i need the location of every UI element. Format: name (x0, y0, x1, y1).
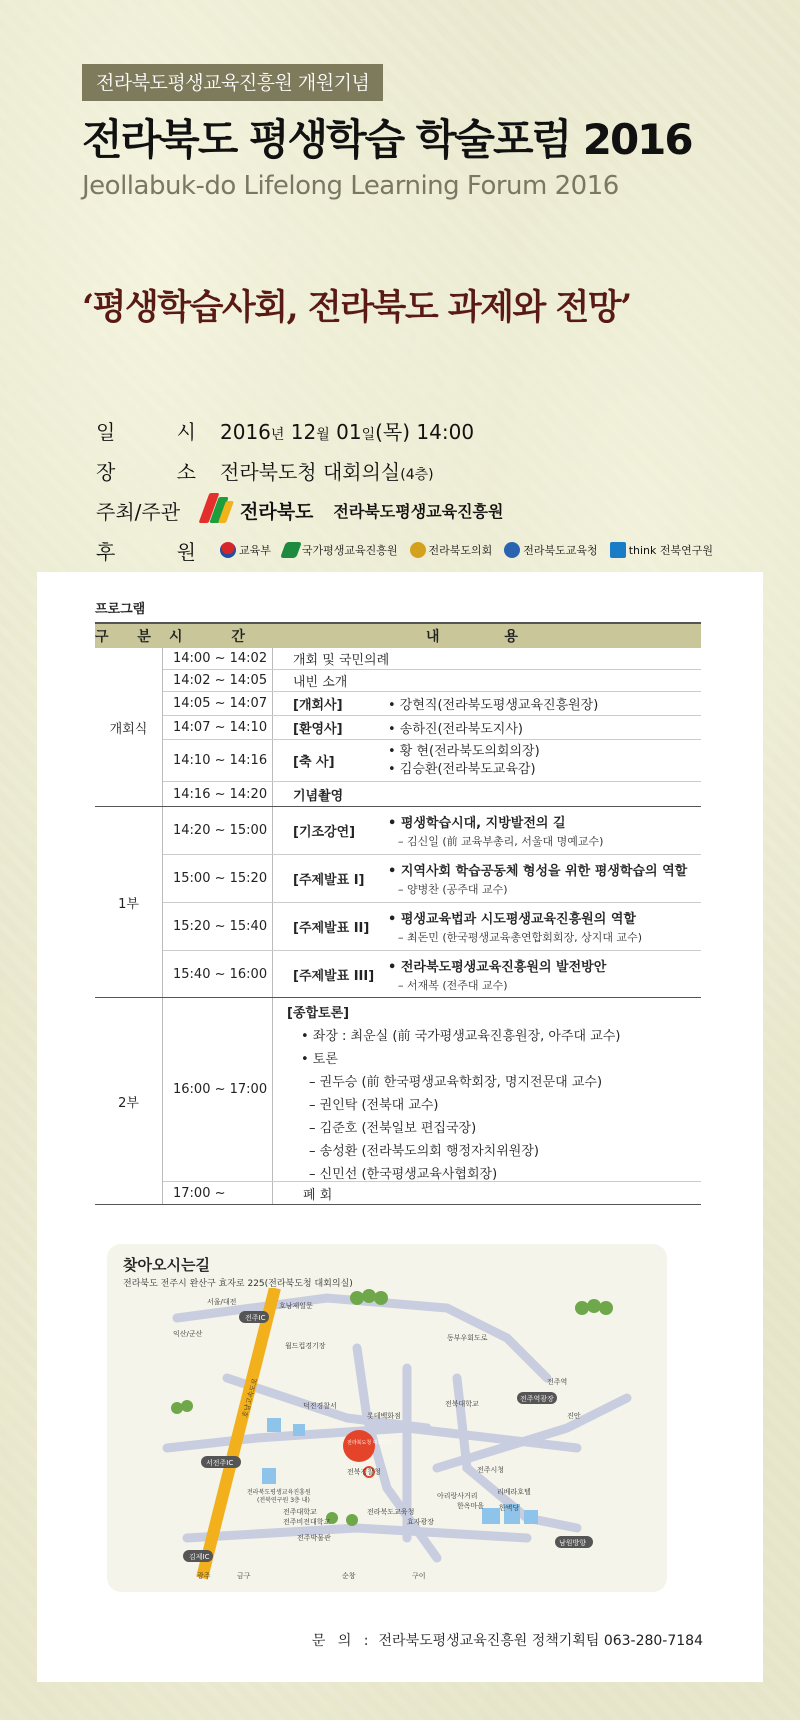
place-row (96, 450, 776, 490)
svg-text:금구: 금구 (237, 1572, 251, 1580)
jeonbuk-logo-icon (200, 491, 234, 529)
table-row: 15:20 ~ 15:40 [주제발표 II] • 평생교육법과 시도평생교육진흥원의 역할 – 최돈민 (한국평생교육총연합회회장, 상지대 교수) (163, 903, 701, 951)
contact-info: 문 의 : 전라북도평생교육진흥원 정책기획팀 063-280-7184 (311, 1633, 703, 1649)
sponsor-jdi: think 전북연구원 (610, 542, 713, 558)
date-label: 일 시 (96, 419, 196, 444)
council-logo-icon (410, 542, 426, 558)
venue-marker-icon (343, 1430, 375, 1462)
table-row: 17:00 ~ 폐 회 (163, 1182, 701, 1204)
svg-text:호남제일문: 호남제일문 (279, 1302, 313, 1310)
sponsor-row (96, 530, 776, 570)
svg-text:익산/군산: 익산/군산 (173, 1330, 203, 1338)
svg-text:전주박물관: 전주박물관 (297, 1534, 331, 1542)
svg-text:리베라호텔: 리베라호텔 (497, 1488, 531, 1496)
program-card (37, 572, 763, 1682)
sponsor-moe: 교육부 (220, 542, 271, 558)
svg-text:서전주IC: 서전주IC (206, 1459, 234, 1467)
header (82, 64, 742, 201)
date-row (96, 410, 776, 450)
svg-text:김제IC: 김제IC (189, 1553, 210, 1561)
sponsor-council: 전라북도의회 (410, 542, 493, 558)
table-row: 14:16 ~ 14:20 기념촬영 (163, 782, 701, 806)
table-row: 14:07 ~ 14:10 [환영사] • 송하진(전라북도지사) (163, 716, 701, 740)
program-table (95, 622, 701, 1205)
sponsor-edu-office: 전라북도교육청 (504, 542, 597, 558)
svg-text:효자광장: 효자광장 (407, 1518, 435, 1526)
host-organization: 전라북도평생교육진흥원 (333, 501, 504, 521)
part2-group (95, 998, 701, 1205)
table-row: 14:00 ~ 14:02 개회 및 국민의례 (163, 648, 701, 670)
map-title: 찾아오시는길 (123, 1256, 210, 1274)
svg-text:진안: 진안 (567, 1412, 581, 1420)
road (187, 1528, 527, 1538)
nile-logo-icon (280, 542, 302, 558)
svg-text:롯데백화점: 롯데백화점 (367, 1412, 401, 1420)
group-label: 2부 (95, 998, 163, 1204)
svg-text:월드컵경기장: 월드컵경기장 (285, 1342, 326, 1350)
table-row: 14:20 ~ 15:00 [기조강연] • 평생학습시대, 지방발전의 길 – 김신일 (前 교육부총리, 서울대 명예교수) (163, 807, 701, 855)
discussion-block: [종합토론] • 좌장 : 최운실 (前 국가평생교육진흥원장, 아주대 교수) • 토론 – 권두승 (前 한국평생교육학회장, 명지전문대 교수) – 권인탁 (전북대 교수) – 김준호 (전북일보 편집국장) – 송성환 (전라북도의회 행정자치위원장) – 신민선 (한국평생교육사협회장) (287, 1006, 621, 1182)
table-row: 16:00 ~ 17:00 [종합토론] • 좌장 : 최운실 (前 국가평생교육진흥원장, 아주대 교수) • 토론 – 권두승 (前 한국평생교육학회장, 명지전문대 교수) – 권인탁 (전북대 교수) – 김준호 (전북일보 편집국장) – 송성환 (전라북도의회 행정자치위원장) – 신민선 (한국평생교육사협회장) (163, 998, 701, 1182)
svg-text:전주시청: 전주시청 (477, 1466, 505, 1474)
moe-logo-icon (220, 542, 236, 558)
svg-text:순창: 순창 (342, 1572, 356, 1580)
date-value: 2016년 12월 01일(목) 14:00 (220, 419, 475, 444)
svg-text:서울/대전: 서울/대전 (207, 1298, 237, 1306)
svg-text:덕진경찰서: 덕진경찰서 (303, 1402, 337, 1410)
english-title: Jeollabuk-do Lifelong Learning Forum 2016 (82, 171, 619, 201)
map-graphic (107, 1288, 667, 1588)
edu-office-logo-icon (504, 542, 520, 558)
svg-text:전주역광장: 전주역광장 (520, 1395, 554, 1403)
svg-text:전주대학교: 전주대학교 (283, 1508, 317, 1516)
part1-group (95, 807, 701, 998)
group-label: 개회식 (95, 648, 163, 806)
svg-text:아리랑사거리: 아리랑사거리 (437, 1492, 478, 1500)
svg-text:전라북도교육청: 전라북도교육청 (367, 1508, 415, 1516)
jdi-logo-icon (610, 542, 626, 558)
svg-text:한벽당: 한벽당 (499, 1504, 520, 1512)
slogan: ‘평생학습사회, 전라북도 과제와 전망’ (82, 287, 631, 328)
table-row: 14:10 ~ 14:16 [축 사] • 황 현(전라북도의회의장) • 김승환(전라북도교육감) (163, 740, 701, 782)
directions-map (107, 1244, 667, 1592)
svg-text:전라북도청 대회의실: 전라북도청 대회의실 (347, 1440, 393, 1446)
event-badge: 전라북도평생교육진흥원 개원기념 (82, 64, 383, 101)
table-row: 15:40 ~ 16:00 [주제발표 III] • 전라북도평생교육진흥원의 발전방안 – 서재복 (전주대 교수) (163, 951, 701, 997)
opening-group (95, 648, 701, 807)
svg-text:한옥마을: 한옥마을 (457, 1502, 485, 1510)
svg-text:전북경찰청: 전북경찰청 (347, 1468, 381, 1476)
svg-text:전주비전대학교: 전주비전대학교 (283, 1518, 331, 1526)
table-header: 구 분 시 간 내 용 (95, 624, 701, 648)
svg-text:전북대학교: 전북대학교 (445, 1400, 479, 1408)
svg-text:전라북도평생교육진흥원: 전라북도평생교육진흥원 (247, 1489, 311, 1496)
svg-text:광주: 광주 (197, 1572, 211, 1580)
table-row: 14:02 ~ 14:05 내빈 소개 (163, 670, 701, 692)
program-label: 프로그램 (95, 602, 146, 617)
table-row: 15:00 ~ 15:20 [주제발표 I] • 지역사회 학습공동체 형성을 위한 평생학습의 역할 – 양병찬 (공주대 교수) (163, 855, 701, 903)
sponsor-nile: 국가평생교육진흥원 (283, 542, 398, 558)
place-label: 장 소 (96, 459, 196, 484)
host-label: 주최/주관 (96, 499, 181, 524)
jeonbuk-logo: 전라북도 (200, 491, 313, 529)
sponsor-logos (220, 542, 713, 558)
main-title: 전라북도 평생학습 학술포럼 2016 (82, 115, 692, 164)
svg-text:호남고속도로: 호남고속도로 (241, 1377, 260, 1419)
event-info (96, 410, 776, 570)
sponsor-label: 후 원 (96, 539, 196, 564)
map-address: 전라북도 전주시 완산구 효자로 225(전라북도청 대회의실) (123, 1279, 353, 1289)
svg-text:동부우회도로: 동부우회도로 (447, 1334, 488, 1342)
svg-text:전주역: 전주역 (547, 1378, 568, 1386)
group-label: 1부 (95, 807, 163, 997)
svg-text:(전북연구원 3층 내): (전북연구원 3층 내) (257, 1497, 310, 1504)
svg-text:남원방향: 남원방향 (559, 1539, 587, 1547)
place-value: 전라북도청 대회의실(4층) (220, 459, 434, 484)
svg-text:구이: 구이 (412, 1572, 426, 1580)
svg-text:전주IC: 전주IC (245, 1314, 266, 1322)
host-row (96, 490, 776, 530)
table-row: 14:05 ~ 14:07 [개회사] • 강현직(전라북도평생교육진흥원장) (163, 692, 701, 716)
